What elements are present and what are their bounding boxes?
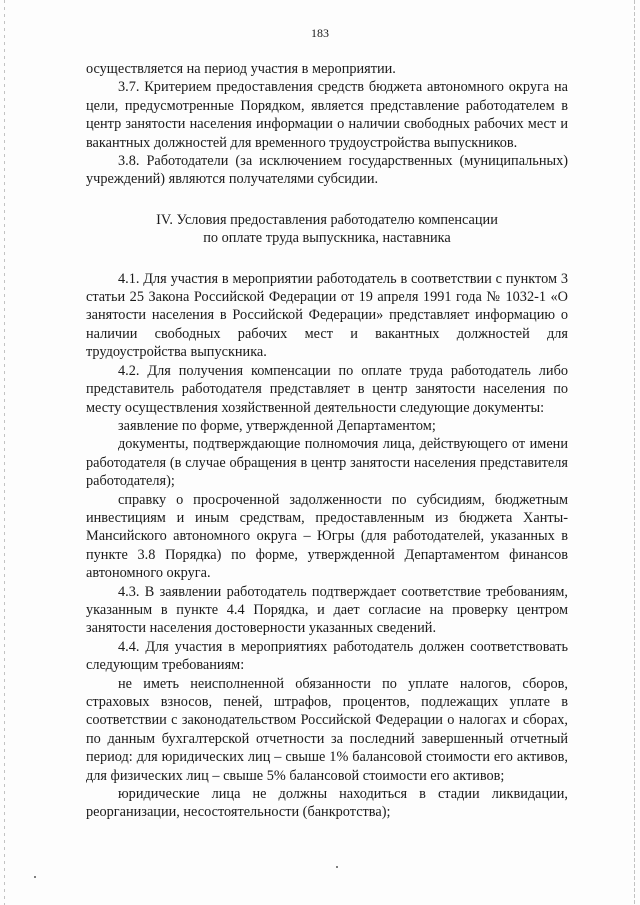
scan-speck xyxy=(34,876,36,878)
page-number: 183 xyxy=(311,26,329,40)
list-item-application: заявление по форме, утвержденной Департаментом; xyxy=(118,417,436,434)
section-heading xyxy=(86,211,568,248)
scan-edge-left xyxy=(4,0,5,905)
paragraph-4-4: 4.4. Для участия в мероприятиях работодатель должен соответствовать следующим требованиям: xyxy=(86,638,568,674)
scan-edge-right xyxy=(634,0,635,905)
paragraph-4-3: 4.3. В заявлении работодатель подтверждает соответствие требованиям, указанным в пункте 4.4 Порядка, и дает согласие на проверку центром занятости населения достоверности указанных сведений. xyxy=(86,583,568,637)
paragraph-3-8: 3.8. Работодатели (за исключением государственных (муниципальных) учреждений) являются получателями субсидии. xyxy=(86,153,568,188)
list-item-liquidation: юридические лица не должны находиться в стадии ликвидации, реорганизации, несостоятельности (банкротства); xyxy=(86,786,568,821)
section-heading-line-2: по оплате труда выпускника, наставника xyxy=(203,230,451,247)
list-item-authority-documents: документы, подтверждающие полномочия лица, действующего от имени работодателя (в случае обращения в центр занятости населения представителя работодателя); xyxy=(86,436,568,490)
paragraph-continuation: осуществляется на период участия в мероприятии. xyxy=(86,61,396,77)
list-item-debt-certificate: справку о просроченной задолженности по субсидиям, бюджетным инвестициям и иным средствам, предоставленным из бюджета Ханты-Мансийского автономного округа – Югры (для работодателей, указанных в пункте 3.8 Порядка) по форме, утвержденной Департаментом финансов автономного округа. xyxy=(86,491,568,582)
section-heading-line-1: IV. Условия предоставления работодателю компенсации xyxy=(156,211,498,228)
list-item-tax-obligations: не иметь неисполненной обязанности по уплате налогов, сборов, страховых взносов, пеней, штрафов, процентов, подлежащих уплате в соответствии с законодательством Российской Федерации о налогах и сборах, по данным бухгалтерской отчетности за последний завершенный отчетный период: для юридических лиц – свыше 1% балансовой стоимости его активов, для физических лиц – свыше 5% балансовой стоимости его активов; xyxy=(86,675,568,784)
scan-speck xyxy=(336,866,338,868)
paragraph-4-1: 4.1. Для участия в мероприятии работодатель в соответствии с пунктом 3 статьи 25 Закона Российской Федерации от 19 апреля 1991 года № 1032-1 «О занятости населения в Российской Федерации» представляет информацию о наличии свободных рабочих мест и вакантных должностей для трудоустройства выпускника. xyxy=(86,270,568,361)
paragraph-4-2: 4.2. Для получения компенсации по оплате труда работодатель либо представитель работодателя представляет в центр занятости населения по месту осуществления хозяйственной деятельности следующие документы: xyxy=(86,362,568,416)
paragraph-3-7: 3.7. Критерием предоставления средств бюджета автономного округа на цели, предусмотренные Порядком, является представление работодателем в центр занятости населения информации о наличии свободных рабочих мест и вакантных должностей для временного трудоустройства выпускников. xyxy=(86,79,568,151)
document-body xyxy=(86,60,568,822)
